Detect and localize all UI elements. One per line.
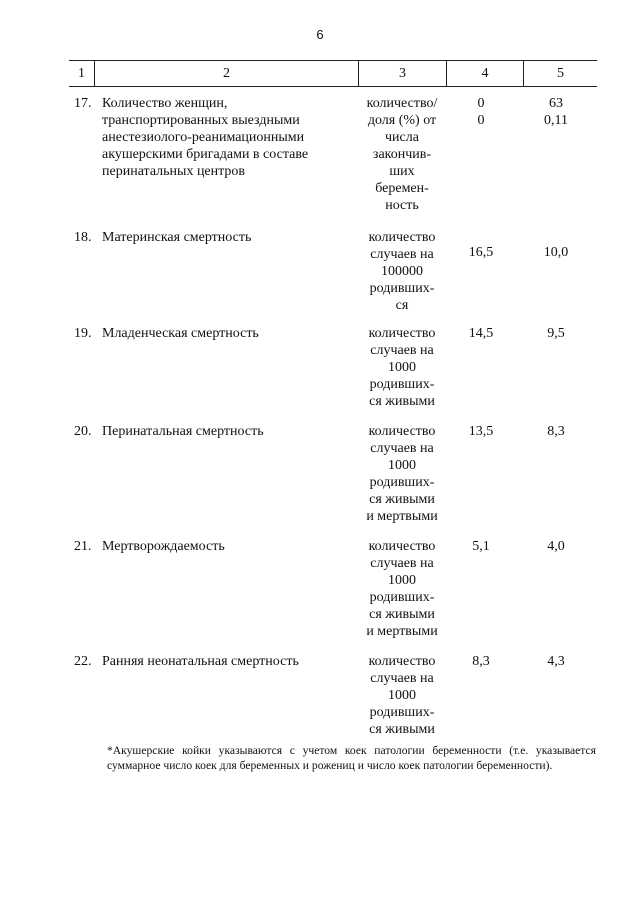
indicator-name: Материнская смертность: [102, 230, 252, 245]
unit-line: случаев на: [370, 556, 434, 571]
unit-line: ся живыми: [369, 394, 435, 409]
column-header-3: 3: [359, 61, 447, 86]
value-column-4: [451, 538, 511, 555]
row-number: 19.: [74, 326, 92, 341]
unit-line: беремен-: [375, 181, 429, 196]
value-column-4: [451, 325, 511, 342]
unit-line: ся: [395, 298, 409, 313]
value-column-4: [451, 95, 511, 129]
unit-line: числа: [385, 130, 419, 145]
unit-line: количество: [368, 654, 436, 669]
column-header-2: 2: [95, 61, 359, 86]
unit-line: ся живыми: [369, 722, 435, 737]
unit-of-measure: [353, 423, 451, 525]
table-header: [69, 60, 597, 87]
unit-line: ся живыми: [369, 607, 435, 622]
unit-line: случаев на: [370, 247, 434, 262]
unit-line: 1000: [388, 573, 416, 588]
unit-line: ность: [385, 198, 419, 213]
unit-line: доля (%) от: [367, 113, 437, 128]
unit-line: 1000: [388, 688, 416, 703]
unit-of-measure: [353, 538, 451, 640]
value-column-5: [526, 95, 586, 129]
unit-line: количество/: [366, 96, 438, 111]
value-column-5: [526, 325, 586, 342]
column-header-4: 4: [447, 61, 524, 86]
footnote: [74, 743, 596, 773]
indicator-name: Количество женщин, транспортированных выездными анестезиолого-реанимационными акушерскими бригадами в составе перинатальных центров: [102, 96, 309, 179]
unit-line: количество: [368, 326, 436, 341]
value-line: 9,5: [547, 326, 565, 341]
value-line: 0: [477, 113, 485, 128]
unit-line: родивших-: [369, 281, 435, 296]
value-column-5: [526, 423, 586, 440]
row-number: 22.: [74, 654, 92, 669]
unit-line: ся живыми: [369, 492, 435, 507]
indicator-name: Мертворождаемость: [102, 539, 225, 554]
unit-line: родивших-: [369, 705, 435, 720]
indicator-name: Ранняя неонатальная смертность: [102, 654, 299, 669]
value-column-5: [526, 244, 586, 261]
unit-of-measure: [353, 229, 451, 314]
unit-line: 1000: [388, 458, 416, 473]
column-header-5: 5: [557, 65, 564, 81]
value-line: 0,11: [544, 113, 568, 128]
unit-line: родивших-: [369, 590, 435, 605]
unit-line: и мертвыми: [366, 624, 438, 639]
unit-line: ших: [389, 164, 415, 179]
column-header-1: 1: [69, 61, 95, 86]
value-column-4: [451, 423, 511, 440]
unit-line: случаев на: [370, 441, 434, 456]
value-column-5: [526, 538, 586, 555]
value-line: 16,5: [468, 245, 494, 260]
unit-line: случаев на: [370, 343, 434, 358]
unit-line: родивших-: [369, 475, 435, 490]
value-line: 8,3: [547, 424, 565, 439]
unit-line: родивших-: [369, 377, 435, 392]
page-number: 6: [316, 27, 324, 42]
unit-of-measure: [353, 325, 451, 410]
indicator-name: Младенческая смертность: [102, 326, 259, 341]
value-line: 63: [549, 96, 563, 111]
value-line: 4,3: [547, 654, 565, 669]
unit-line: закончив-: [372, 147, 432, 162]
footnote-text: *Акушерские койки указываются с учетом коек патологии беременности (т.е. указывается суммарное число коек для беременных и рожениц и число коек патологии беременности).: [107, 744, 596, 772]
unit-line: количество: [368, 230, 436, 245]
row-number: 17.: [74, 96, 92, 111]
value-line: 8,3: [472, 654, 490, 669]
value-column-4: [451, 653, 511, 670]
row-number: 20.: [74, 424, 92, 439]
unit-of-measure: [353, 653, 451, 738]
unit-line: случаев на: [370, 671, 434, 686]
row-number: 21.: [74, 539, 92, 554]
unit-line: 1000: [388, 360, 416, 375]
value-line: 14,5: [468, 326, 494, 341]
value-column-4: [451, 244, 511, 261]
value-line: 13,5: [468, 424, 494, 439]
value-line: 5,1: [472, 539, 490, 554]
unit-line: количество: [368, 424, 436, 439]
value-line: 10,0: [543, 245, 569, 260]
value-line: 4,0: [547, 539, 565, 554]
row-number: 18.: [74, 230, 92, 245]
unit-of-measure: [353, 95, 451, 214]
unit-line: 100000: [381, 264, 423, 279]
indicator-name: Перинатальная смертность: [102, 424, 264, 439]
value-column-5: [526, 653, 586, 670]
unit-line: количество: [368, 539, 436, 554]
value-line: 0: [477, 96, 485, 111]
unit-line: и мертвыми: [366, 509, 438, 524]
